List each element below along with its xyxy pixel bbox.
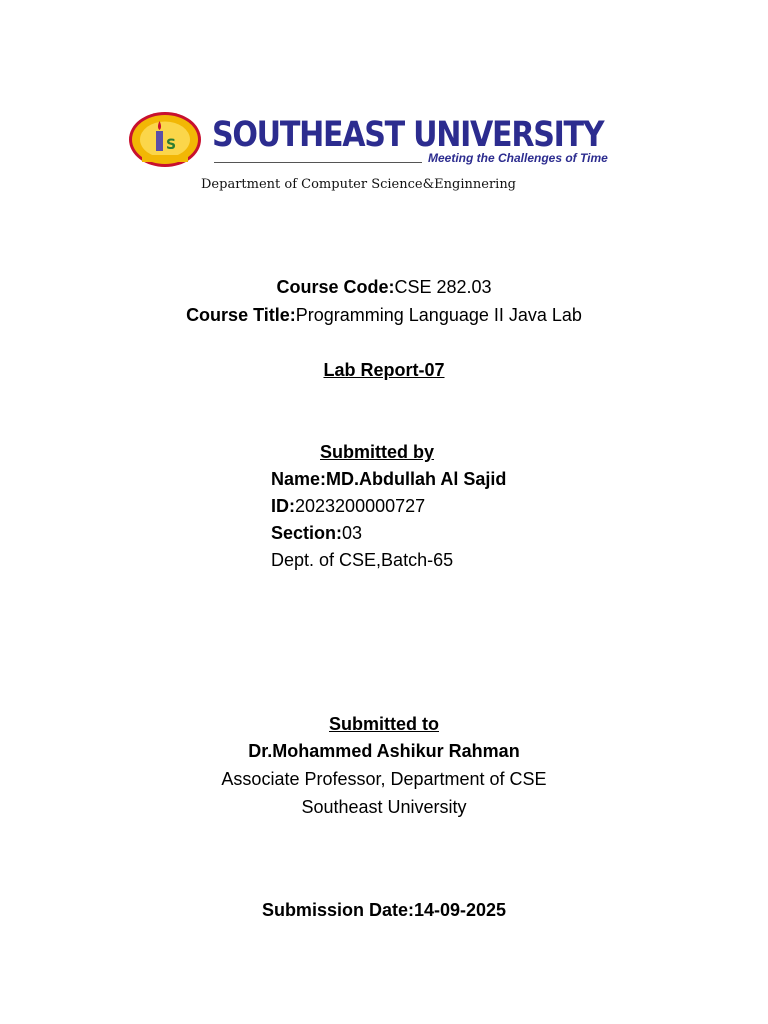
- submitted-by-heading: Submitted by: [320, 442, 435, 462]
- student-id-line: [271, 495, 425, 517]
- university-name: SOUTHEAST UNIVERSITY: [212, 115, 604, 155]
- submitted-to-heading: Submitted to: [329, 714, 439, 734]
- student-id-value: 2023200000727: [295, 496, 426, 516]
- course-code-line: [0, 276, 768, 298]
- submission-date-line: [0, 899, 768, 921]
- university-tagline: Meeting the Challenges of Time: [428, 151, 608, 165]
- course-title-line: [0, 304, 768, 326]
- university-seal-logo: [128, 111, 202, 168]
- tagline-rule: [214, 162, 422, 163]
- student-id-label: ID:: [271, 496, 295, 516]
- course-code-value: CSE 282.03: [394, 277, 492, 297]
- supervisor-designation: Associate Professor, Department of CSE: [221, 769, 547, 789]
- student-section-label: Section:: [271, 523, 343, 543]
- supervisor-name: Dr.Mohammed Ashikur Rahman: [248, 741, 520, 761]
- department-name: Department of Computer Science&Enginnering: [201, 177, 517, 192]
- student-name-label: Name:: [271, 469, 327, 489]
- course-title-value: Programming Language II Java Lab: [295, 305, 582, 325]
- student-name-line: [271, 468, 506, 490]
- student-section-line: [271, 522, 362, 544]
- student-dept-line: Dept. of CSE,Batch-65: [271, 550, 454, 570]
- report-title: Lab Report-07: [323, 360, 445, 380]
- submission-date-label: Submission Date:: [261, 900, 414, 920]
- course-title-label: Course Title:: [186, 305, 296, 325]
- supervisor-institution: Southeast University: [301, 797, 467, 817]
- course-code-label: Course Code:: [276, 277, 395, 297]
- submission-date-value: 14-09-2025: [413, 900, 507, 920]
- svg-text:S: S: [166, 137, 177, 153]
- student-section-value: 03: [342, 523, 363, 543]
- student-name-value: MD.Abdullah Al Sajid: [326, 469, 507, 489]
